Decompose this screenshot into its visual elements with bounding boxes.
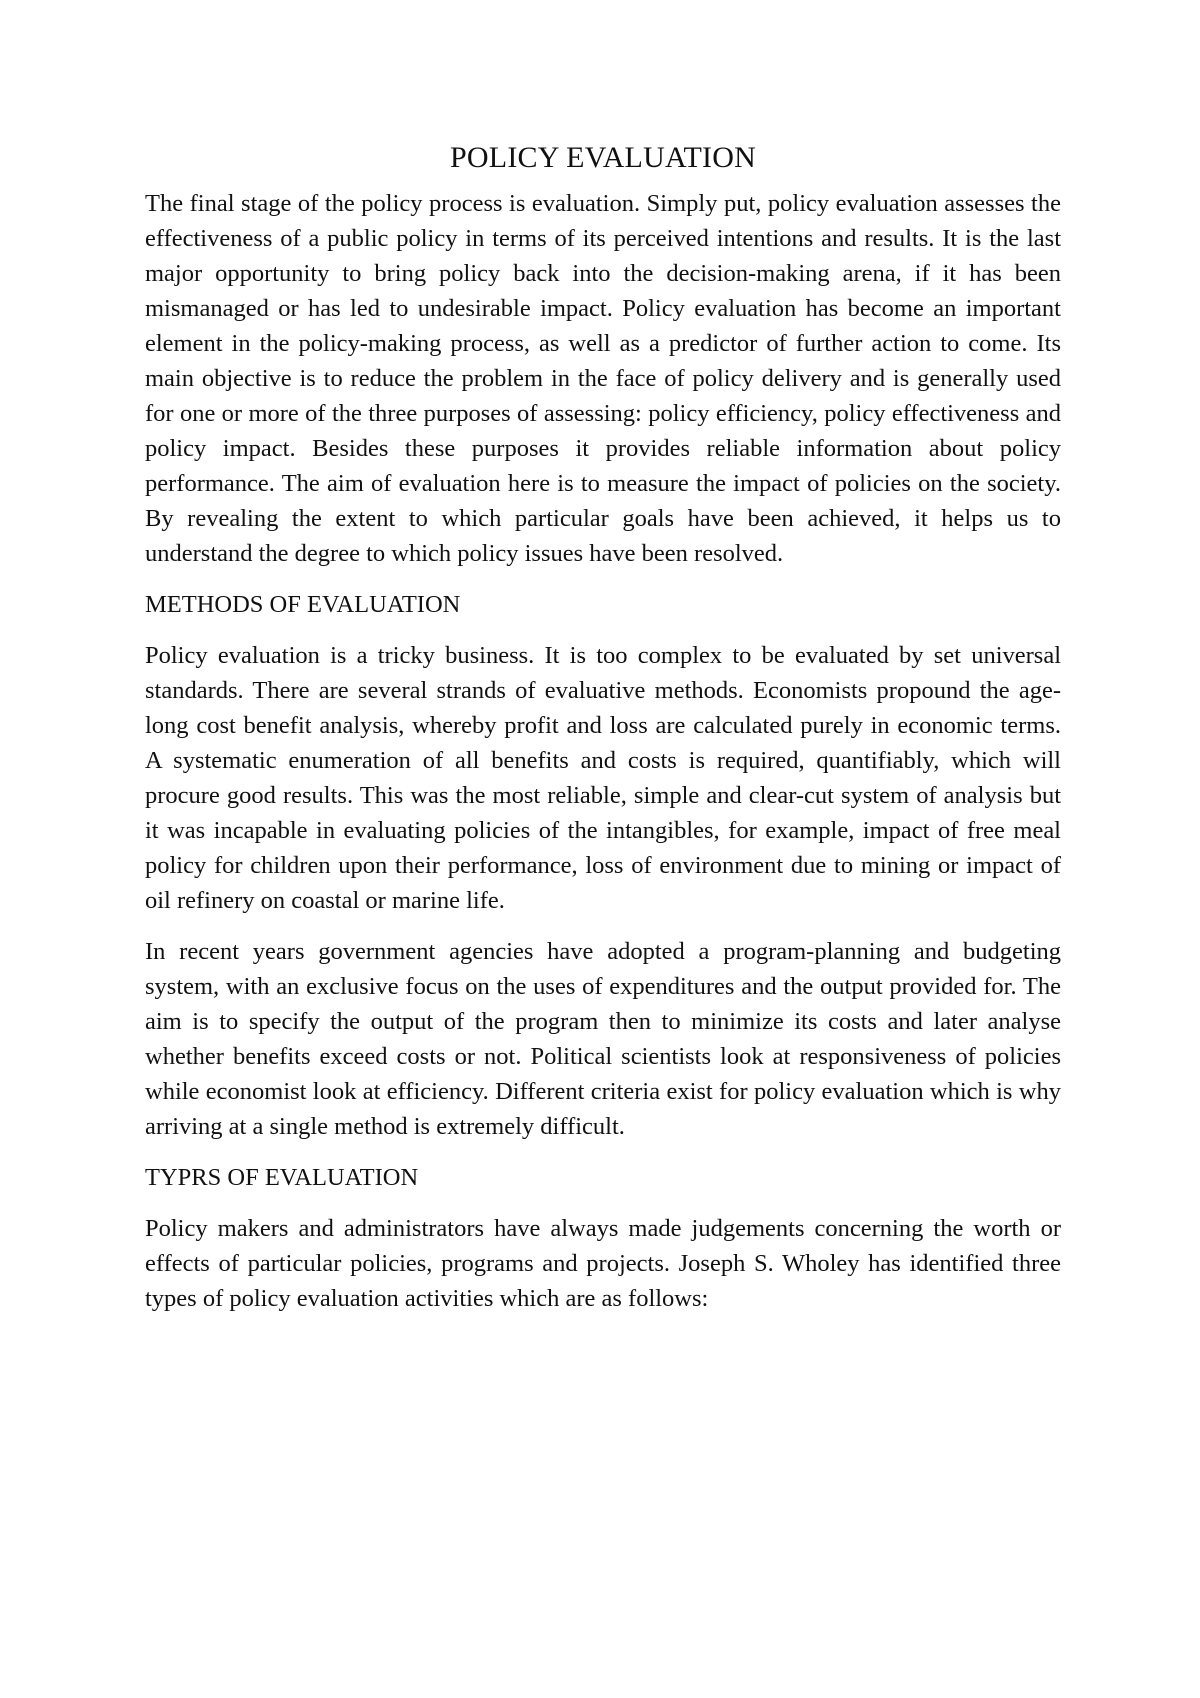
paragraph-recent-years: In recent years government agencies have adopted a program-planning and budgeting system, with an exclusive focus on the uses of expenditures and the output provided for. The aim is to specify the output of the program then to minimize its costs and later analyse whether benefits exceed costs or not. Political scientists look at responsiveness of policies while economist look at efficiency. Different criteria exist for policy evaluation which is why arriving at a single method is extremely difficult.: [145, 938, 1061, 1140]
paragraph-intro: The final stage of the policy process is evaluation. Simply put, policy evaluation assesses the effectiveness of a public policy in terms of its perceived intentions and results. It is the last major opportunity to bring policy back into the decision-making arena, if it has been mismanaged or has led to undesirable impact. Policy evaluation has become an important element in the policy-making process, as well as a predictor of further action to come. Its main objective is to reduce the problem in the face of policy delivery and is generally used for one or more of the three purposes of assessing: policy efficiency, policy effectiveness and policy impact. Besides these purposes it provides reliable information about policy performance. The aim of evaluation here is to measure the impact of policies on the society. By revealing the extent to which particular goals have been achieved, it helps us to understand the degree to which policy issues have been resolved.: [145, 190, 1061, 567]
document-title: POLICY EVALUATION: [450, 141, 756, 174]
document-page: [145, 138, 1061, 1332]
paragraph-methods: Policy evaluation is a tricky business. It is too complex to be evaluated by set universal standards. There are several strands of evaluative methods. Economists propound the age-long cost benefit analysis, whereby profit and loss are calculated purely in economic terms. A systematic enumeration of all benefits and costs is required, quantifiably, which will procure good results. This was the most reliable, simple and clear-cut system of analysis but it was incapable in evaluating policies of the intangibles, for example, impact of free meal policy for children upon their performance, loss of environment due to mining or impact of oil refinery on coastal or marine life.: [145, 642, 1061, 914]
paragraph-types: Policy makers and administrators have always made judgements concerning the worth or effects of particular policies, programs and projects. Joseph S. Wholey has identified three types of policy evaluation activities which are as follows:: [145, 1215, 1061, 1312]
heading-methods: METHODS OF EVALUATION: [145, 591, 461, 618]
heading-types: TYPRS OF EVALUATION: [145, 1164, 419, 1191]
